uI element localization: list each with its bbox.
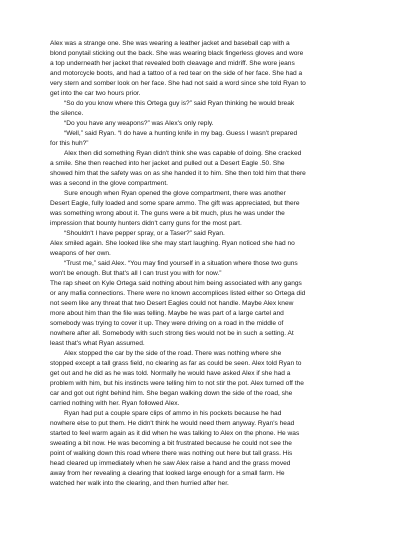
text-line: impression that bounty hunters didn't carry guns for the most part.	[50, 220, 242, 227]
text-line: more about him than the file was telling. Maybe he was part of a large cartel and	[50, 310, 284, 317]
text-line: head cleared up immediately when he saw Alex raise a hand and the grass moved	[50, 460, 291, 467]
text-line: was something wrong about it. The guns were a bit much, plus he was under the	[50, 210, 285, 217]
text-line: weapons of her own.	[50, 250, 111, 257]
text-line: Desert Eagle, fully loaded and some spare ammo. The gift was appreciated, but there	[50, 200, 300, 207]
text-line: or any mafia connections. There were no known accomplices listed either so Ortega did	[50, 290, 306, 297]
text-line: somebody was trying to cover it up. They were driving on a road in the middle of	[50, 320, 284, 327]
text-line: away from her revealing a clearing that looked large enough for a small farm. He	[50, 470, 285, 477]
text-line: won't be enough. But that's all I can trust you with for now.”	[50, 270, 222, 277]
text-line: blond ponytail sticking out the back. She was wearing black fingerless gloves and wore	[50, 50, 304, 57]
text-line: a smile. She then reached into her jacket and pulled out a Desert Eagle .50. She	[50, 160, 285, 167]
text-line: not seem like any threat that two Desert Eagles could not handle. Maybe Alex knew	[50, 300, 294, 307]
text-line: very stern and somber look on her face. She had not said a word since she told Ryan to	[50, 80, 306, 87]
text-line: carried nothing with her. Ryan followed Alex.	[50, 400, 180, 407]
text-line: was a second in the glove compartment.	[50, 180, 169, 187]
text-line: started to feel warm again as it did when he was talking to Alex on the phone. He was	[50, 430, 300, 437]
text-line: stopped except a tall grass field, no clearing as far as could be seen. Alex told Ryan to	[50, 360, 302, 367]
text-line: nowhere after all. Somebody with such strong ties would not be in such a setting. At	[50, 330, 294, 337]
text-line: showed him that the safety was on as she handed it to him. She then told him that there	[50, 170, 306, 177]
text-line: The rap sheet on Kyle Ortega said nothing about him being associated with any gangs	[50, 280, 302, 287]
text-line: least that's what Ryan assumed.	[50, 340, 145, 347]
text-line: watched her walk into the clearing, and then hurried after her.	[50, 480, 229, 487]
text-line: “Trust me,” said Alex. “You may find yourself in a situation where those two guns	[64, 260, 298, 267]
text-line: problem with him, but his instincts were telling him to not stir the pot. Alex turned off the	[50, 380, 304, 387]
text-line: Alex smiled again. She looked like she may start laughing. Ryan noticed she had no	[50, 240, 295, 247]
text-line: the silence.	[50, 110, 84, 117]
text-line: “So do you know where this Ortega guy is?” said Ryan thinking he would break	[64, 100, 295, 107]
text-line: get into the car two hours prior.	[50, 90, 141, 97]
text-line: and motorcycle boots, and had a tattoo of a red tear on the side of her face. She had a	[50, 70, 303, 77]
text-line: Sure enough when Ryan opened the glove compartment, there was another	[64, 190, 286, 197]
text-line: car and got out right behind him. She began walking down the side of the road, she	[50, 390, 293, 397]
text-line: nowhere else to put them. He didn't think he would need them anyway. Ryan's head	[50, 420, 295, 427]
text-line: for this huh?”	[50, 140, 89, 147]
text-line: point of walking down this road where there was nothing out here but tall grass. His	[50, 450, 293, 457]
text-line: “Shouldn't I have pepper spray, or a Taser?” said Ryan.	[64, 230, 225, 237]
text-line: “Do you have any weapons?” was Alex's only reply.	[64, 120, 214, 127]
text-line: “Well,” said Ryan. “I do have a hunting knife in my bag. Guess I wasn't prepared	[64, 130, 298, 137]
text-line: get out and he did as he was told. Normally he would have asked Alex if she had a	[50, 370, 291, 377]
text-line: Alex was a strange one. She was wearing a leather jacket and baseball cap with a	[50, 40, 290, 47]
text-line: a top underneath her jacket that revealed both cleavage and midriff. She wore jeans	[50, 60, 295, 67]
text-line: sweating a bit now. He was becoming a bit frustrated because he could not see the	[50, 440, 292, 447]
text-line: Alex then did something Ryan didn't think she was capable of doing. She cracked	[64, 150, 302, 157]
text-line: Ryan had put a couple spare clips of ammo in his pockets because he had	[64, 410, 282, 417]
text-line: Alex stopped the car by the side of the road. There was nothing where she	[64, 350, 282, 357]
story-text	[50, 39, 374, 489]
